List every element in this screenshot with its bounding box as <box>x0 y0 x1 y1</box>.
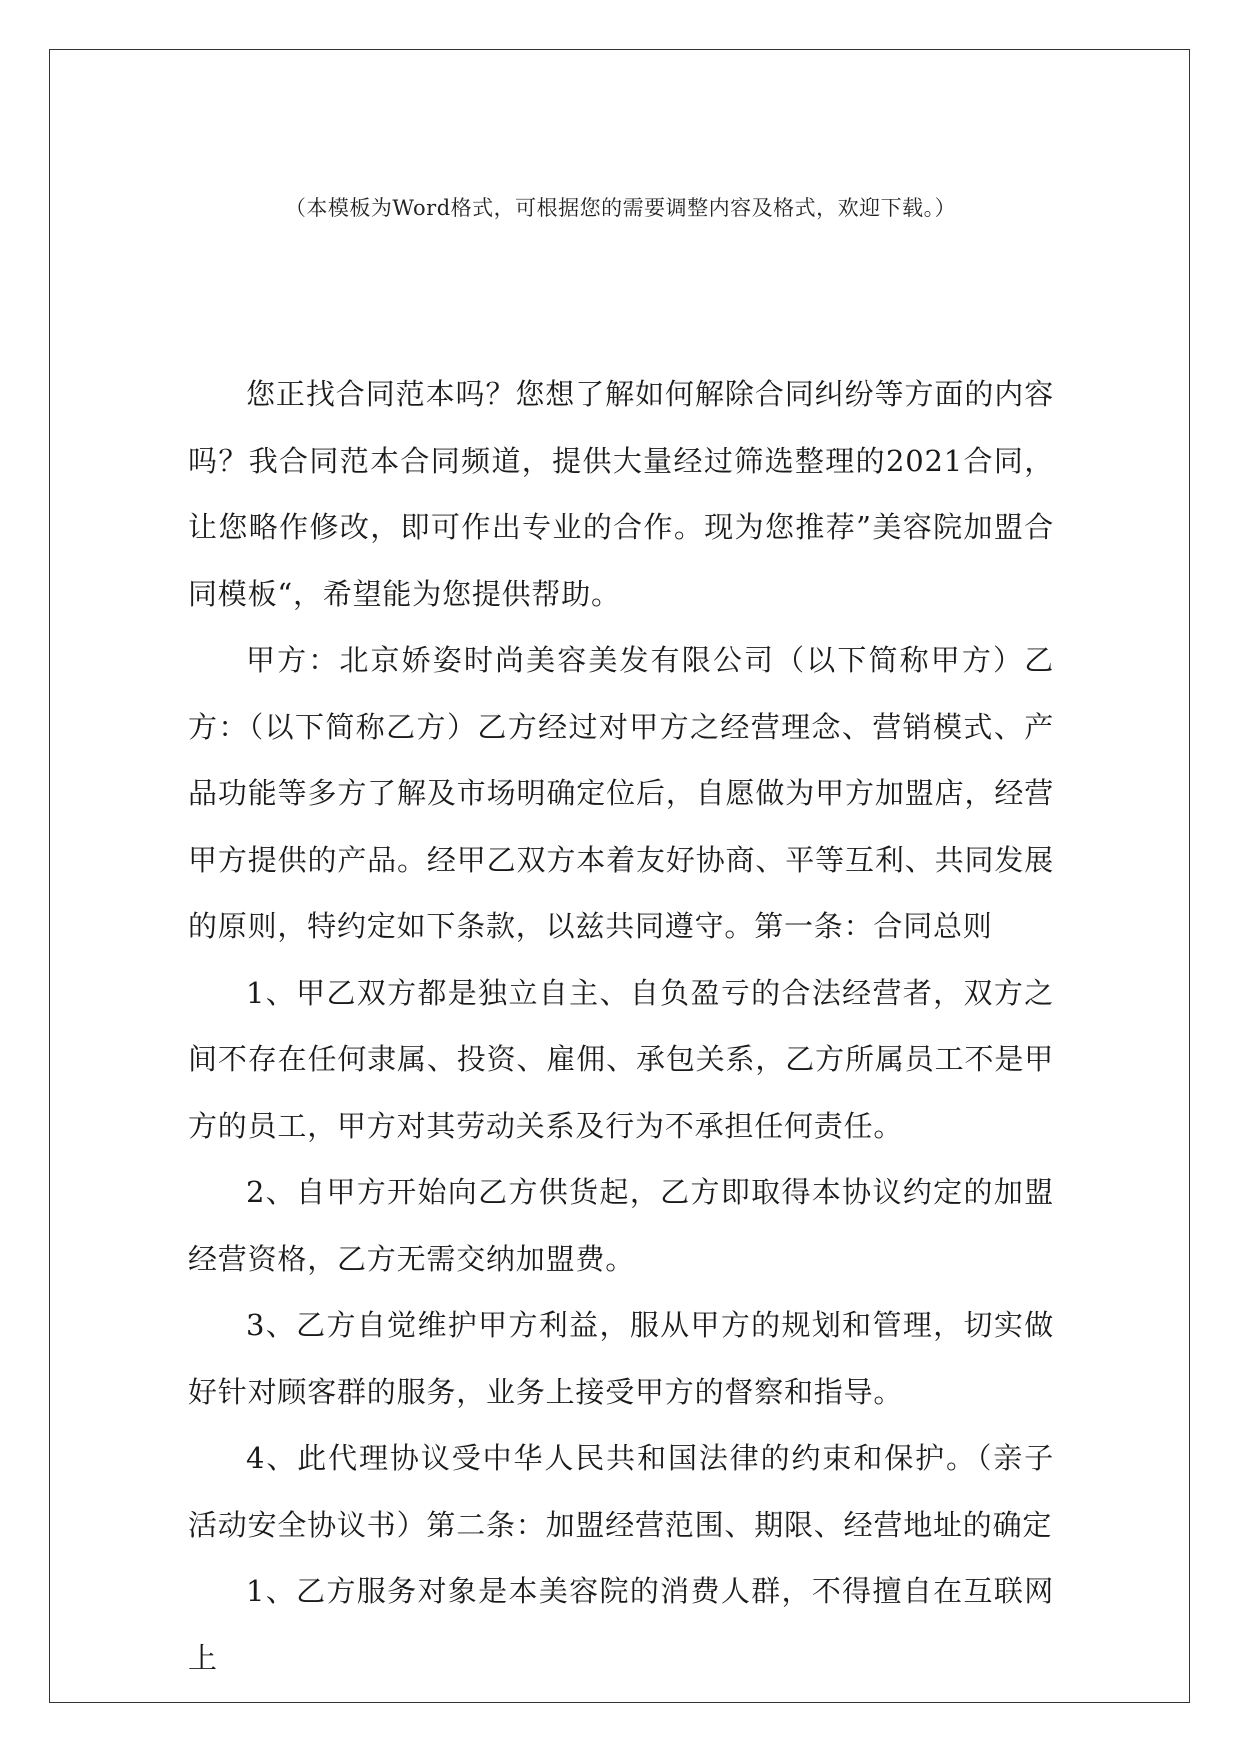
paragraph-intro: 您正找合同范本吗？您想了解如何解除合同纠纷等方面的内容吗？我合同范本合同频道，提供大量经过筛选整理的2021合同，让您略作修改，即可作出专业的合作。现为您推荐”美容院加盟合同模板“，希望能为您提供帮助。 <box>188 377 1054 611</box>
paragraph-clause-4: 4、此代理协议受中华人民共和国法律的约束和保护。（亲子活动安全协议书）第二条：加盟经营范围、期限、经营地址的确定 <box>188 1441 1054 1542</box>
paragraph-clause-3: 3、乙方自觉维护甲方利益，服从甲方的规划和管理，切实做好针对顾客群的服务，业务上接受甲方的督察和指导。 <box>188 1308 1054 1409</box>
template-note: （本模板为Word格式，可根据您的需要调整内容及格式，欢迎下载。） <box>284 196 957 220</box>
paragraph-clause-1: 1、甲乙双方都是独立自主、自负盈亏的合法经营者，双方之间不存在任何隶属、投资、雇佣、承包关系，乙方所属员工不是甲方的员工，甲方对其劳动关系及行为不承担任何责任。 <box>188 975 1054 1143</box>
paragraph-scope-1: 1、乙方服务对象是本美容院的消费人群，不得擅自在互联网上 <box>188 1574 1054 1675</box>
paragraph-clause-2: 2、自甲方开始向乙方供货起，乙方即取得本协议约定的加盟经营资格，乙方无需交纳加盟费。 <box>188 1175 1054 1276</box>
document-body <box>188 361 1054 1691</box>
paragraph-parties: 甲方：北京娇姿时尚美容美发有限公司（以下简称甲方）乙方：（以下简称乙方）乙方经过对甲方之经营理念、营销模式、产品功能等多方了解及市场明确定位后，自愿做为甲方加盟店，经营甲方提供的产品。经甲乙双方本着友好协商、平等互利、共同发展的原则，特约定如下条款，以兹共同遵守。第一条：合同总则 <box>188 643 1054 943</box>
